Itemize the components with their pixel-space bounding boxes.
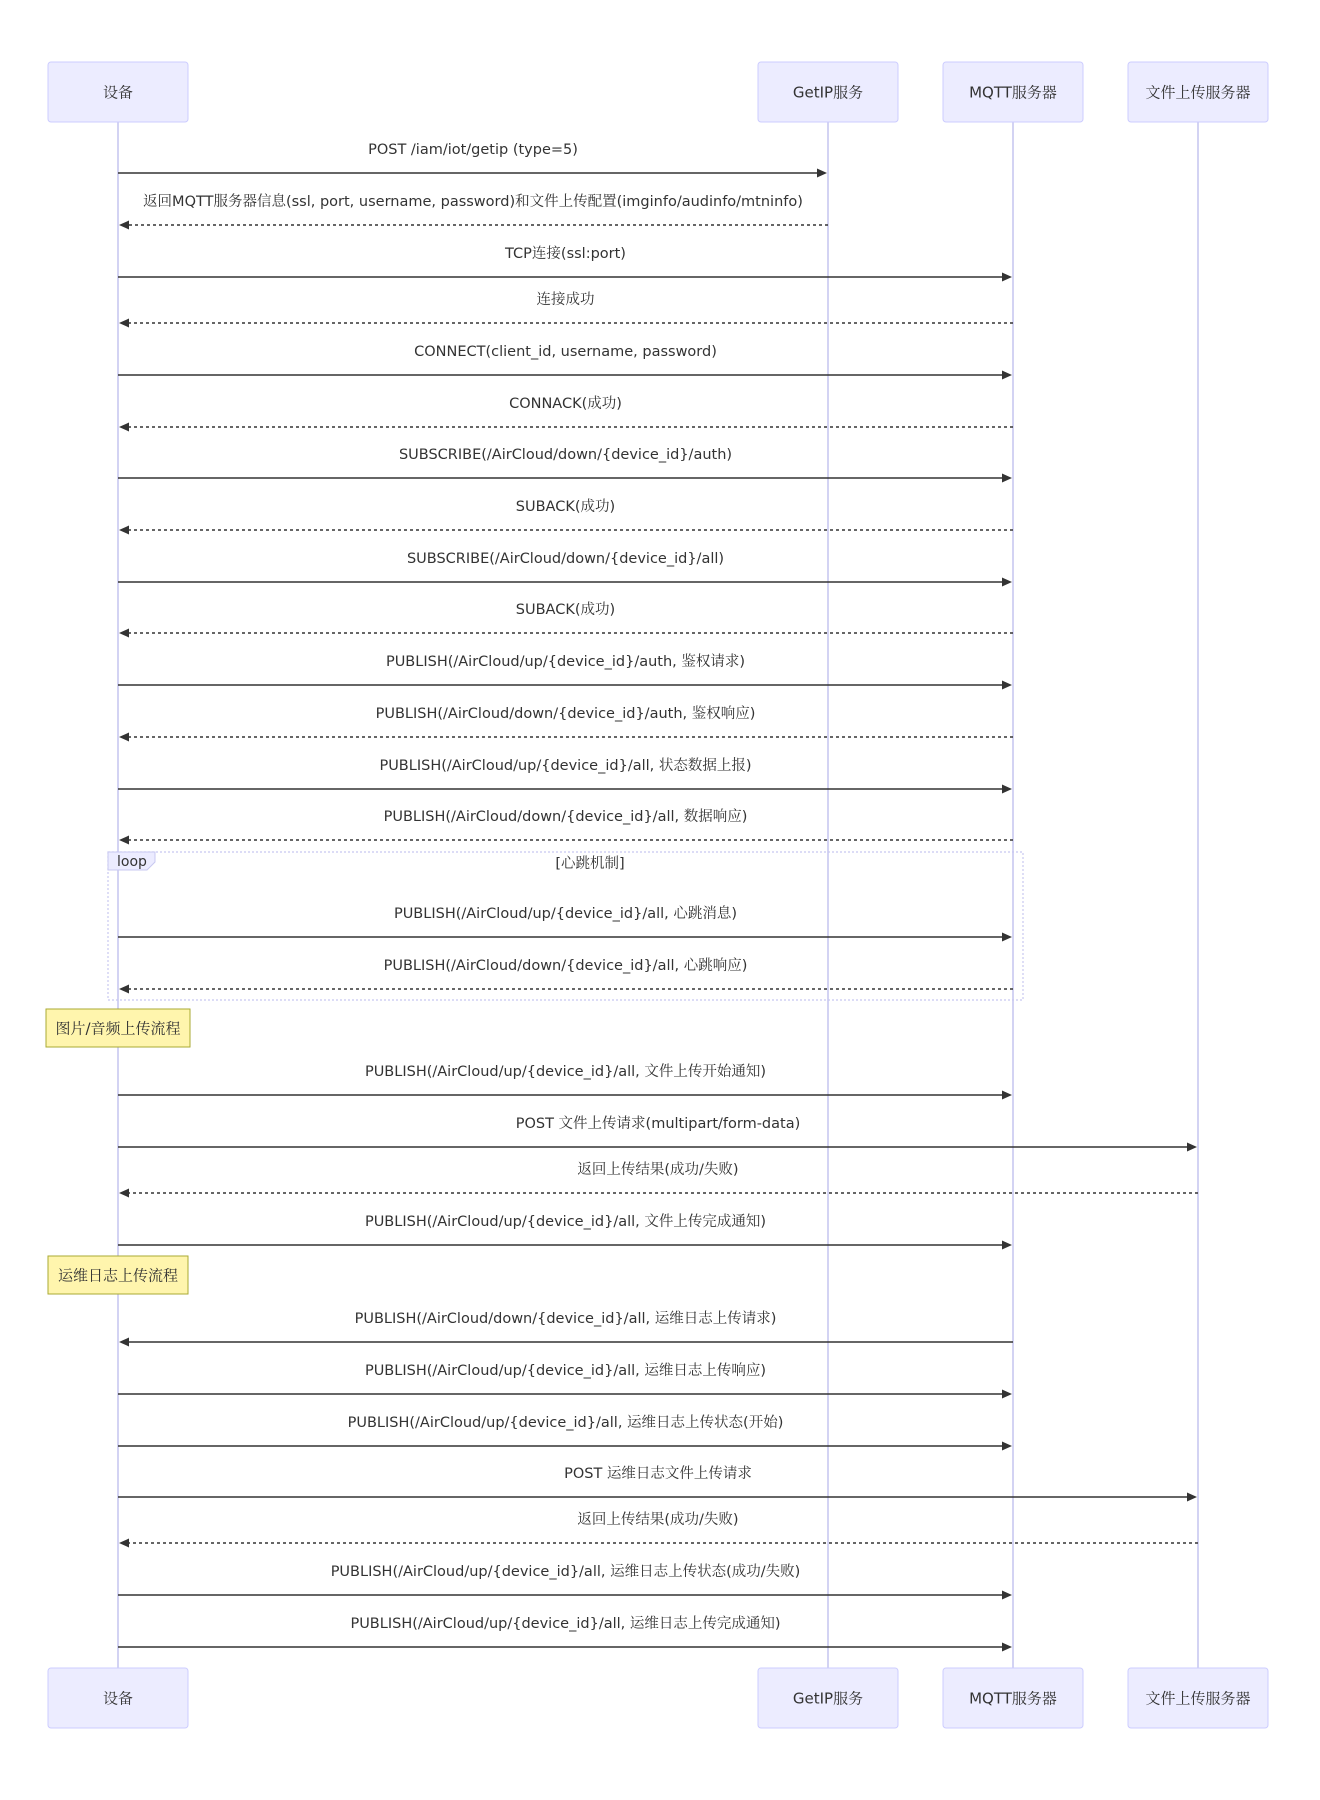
participant-getip-bottom <box>758 1668 898 1728</box>
message-label: PUBLISH(/AirCloud/up/{device_id}/all, 文件上传开始通知) <box>364 1064 767 1080</box>
message-label: 返回上传结果(成功/失败) <box>577 1512 739 1528</box>
participant-device-bottom <box>48 1668 188 1728</box>
participant-label: 设备 <box>102 83 134 102</box>
message-label: PUBLISH(/AirCloud/down/{device_id}/all, 数据响应) <box>383 809 748 825</box>
message-arrow-head <box>119 423 129 432</box>
note-maintenance-log-upload <box>48 1256 188 1294</box>
participant-upload-bottom <box>1128 1668 1268 1728</box>
message-arrow-head <box>1002 681 1012 690</box>
participant-label: 文件上传服务器 <box>1145 1689 1251 1708</box>
participant-mqtt-bottom <box>943 1668 1083 1728</box>
message-arrow-head <box>119 221 129 230</box>
participant-getip-top <box>758 62 898 122</box>
note-text: 运维日志上传流程 <box>57 1266 179 1285</box>
message-label: PUBLISH(/AirCloud/up/{device_id}/all, 心跳消息) <box>393 906 738 922</box>
message-arrow-head <box>1002 933 1012 942</box>
message-label: PUBLISH(/AirCloud/up/{device_id}/all, 运维日志上传完成通知) <box>350 1616 781 1632</box>
message-label: PUBLISH(/AirCloud/up/{device_id}/all, 文件上传完成通知) <box>364 1214 767 1230</box>
message-label: POST 运维日志文件上传请求 <box>564 1466 752 1482</box>
message-arrow-head <box>119 1539 129 1548</box>
message-label: PUBLISH(/AirCloud/up/{device_id}/all, 运维日志上传状态(成功/失败) <box>330 1564 801 1580</box>
message-arrow-head <box>1187 1493 1197 1502</box>
message-arrow-head <box>119 526 129 535</box>
message-arrow-head <box>119 629 129 638</box>
message-arrow-head <box>119 1338 129 1347</box>
note-text: 图片/音频上传流程 <box>55 1019 181 1038</box>
message-label: PUBLISH(/AirCloud/up/{device_id}/all, 状态数据上报) <box>379 758 752 774</box>
message-arrow-head <box>1002 273 1012 282</box>
message-label: SUBACK(成功) <box>515 602 616 618</box>
message-label: SUBACK(成功) <box>515 499 616 515</box>
participant-label: GetIP服务 <box>792 1689 864 1708</box>
message-label: CONNACK(成功) <box>509 396 622 412</box>
message-label: PUBLISH(/AirCloud/up/{device_id}/all, 运维日志上传状态(开始) <box>347 1415 784 1431</box>
message-arrow-head <box>1002 474 1012 483</box>
message-label: PUBLISH(/AirCloud/up/{device_id}/all, 运维日志上传响应) <box>364 1363 767 1379</box>
participant-label: MQTT服务器 <box>969 83 1057 102</box>
message-arrow-head <box>119 985 129 994</box>
message-arrow-head <box>1002 1241 1012 1250</box>
message-label: 返回上传结果(成功/失败) <box>577 1162 739 1178</box>
participant-mqtt-top <box>943 62 1083 122</box>
message-arrow-head <box>1002 371 1012 380</box>
message-label: PUBLISH(/AirCloud/down/{device_id}/all, 心跳响应) <box>383 958 748 974</box>
message-label: 连接成功 <box>536 292 595 308</box>
participant-label: 设备 <box>102 1689 134 1708</box>
message-label: PUBLISH(/AirCloud/up/{device_id}/auth, 鉴权请求) <box>385 654 746 670</box>
participant-label: GetIP服务 <box>792 83 864 102</box>
message-arrow-head <box>1002 578 1012 587</box>
message-label: POST 文件上传请求(multipart/form-data) <box>515 1116 801 1132</box>
participant-upload-top <box>1128 62 1268 122</box>
message-label: SUBSCRIBE(/AirCloud/down/{device_id}/auth) <box>398 447 733 463</box>
message-label: PUBLISH(/AirCloud/down/{device_id}/all, 运维日志上传请求) <box>354 1311 777 1327</box>
loop-frame <box>108 852 1023 1000</box>
participant-label: MQTT服务器 <box>969 1689 1057 1708</box>
message-label: SUBSCRIBE(/AirCloud/down/{device_id}/all) <box>406 551 725 567</box>
message-arrow-head <box>1002 785 1012 794</box>
participant-label: 文件上传服务器 <box>1145 83 1251 102</box>
message-label: POST /iam/iot/getip (type=5) <box>368 142 578 158</box>
message-arrow-head <box>1002 1643 1012 1652</box>
message-arrow-head <box>119 733 129 742</box>
message-arrow-head <box>1187 1143 1197 1152</box>
message-label: PUBLISH(/AirCloud/down/{device_id}/auth, 鉴权响应) <box>375 706 756 722</box>
message-arrow-head <box>1002 1091 1012 1100</box>
participant-device-top <box>48 62 188 122</box>
message-arrow-head <box>1002 1390 1012 1399</box>
message-label: TCP连接(ssl:port) <box>505 246 626 262</box>
loop-tag: loop <box>117 854 147 870</box>
loop-condition: [心跳机制] <box>555 856 625 872</box>
message-arrow-head <box>1002 1442 1012 1451</box>
message-arrow-head <box>119 1189 129 1198</box>
note-image-audio-upload <box>46 1009 190 1047</box>
message-arrow-head <box>119 319 129 328</box>
message-arrow-head <box>119 836 129 845</box>
message-label: CONNECT(client_id, username, password) <box>414 344 717 360</box>
message-label: 返回MQTT服务器信息(ssl, port, username, password)和文件上传配置(imginfo/audinfo/mtninfo) <box>143 194 803 210</box>
message-arrow-head <box>817 169 827 178</box>
message-arrow-head <box>1002 1591 1012 1600</box>
